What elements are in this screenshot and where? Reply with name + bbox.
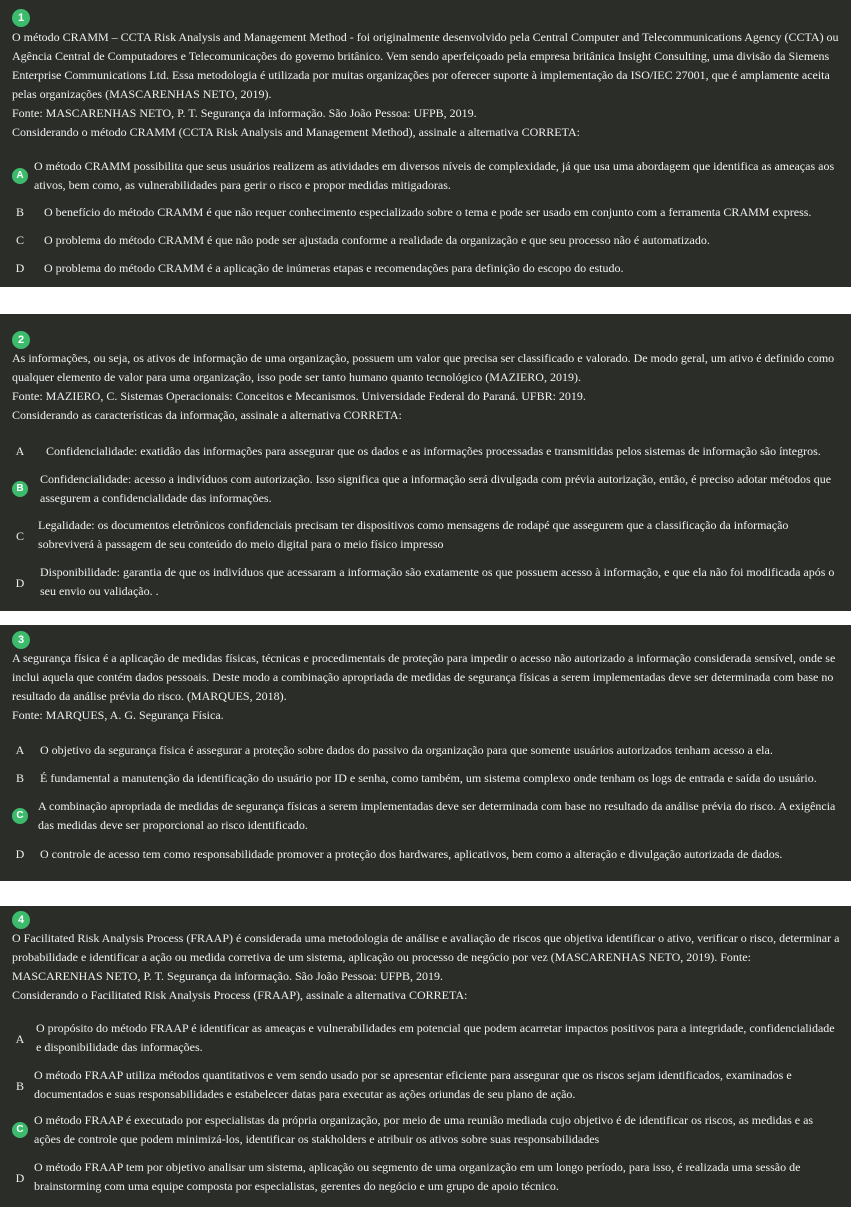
option-letter-correct: A <box>12 168 28 184</box>
stem-prompt: Considerando as características da informação, assinale a alternativa CORRETA: <box>12 408 402 422</box>
stem-paragraph: As informações, ou seja, os ativos de informação de uma organização, possuem um valor que precisa ser classificado e valorado. De modo geral, um ativo é definido como qualquer elemento de valor para uma organização, isso pode ser tanto humano quanto tecnológico (MAZIERO, 2019). <box>12 351 835 384</box>
question-number-badge: 4 <box>12 911 30 929</box>
question-number-badge: 1 <box>12 9 30 27</box>
option-letter: D <box>15 576 25 590</box>
option-letter: A <box>15 444 25 458</box>
question-number-badge: 3 <box>12 631 30 649</box>
option-text: O método FRAAP tem por objetivo analisar um sistema, aplicação ou segmento de uma organização em um longo período, para isso, é realizada uma sessão de brainstorming com uma equipe composta por especialistas, gerentes do negócio e um grupo de apoio técnico. <box>34 1160 801 1193</box>
stem-source: Fonte: MARQUES, A. G. Segurança Física. <box>12 708 224 722</box>
stem-prompt: Considerando o método CRAMM (CCTA Risk Analysis and Management Method), assinale a alternativa CORRETA: <box>12 125 581 139</box>
question-stem <box>12 929 842 1005</box>
stem-paragraph: A segurança física é a aplicação de medidas físicas, técnicas e procedimentais de proteção para impedir o acesso não autorizado a informação considerada sensível, onde se inclui aquela que contém dados pessoais. Deste modo a combinação apropriada de medidas de segurança físicas a serem implementadas deve ser determinada com base no resultado da análise prévia do risco. (MARQUES, 2018). <box>12 651 836 703</box>
question-stem <box>12 28 842 142</box>
question-stem <box>12 349 842 425</box>
option-text: É fundamental a manutenção da identificação do usuário por ID e senha, como também, um sistema complexo onde tenham os logs de entrada e saída do usuário. <box>40 771 817 785</box>
option-text: Confidencialidade: acesso a indivíduos com autorização. Isso significa que a informação será divulgada com prévia autorização, então, é preciso adotar métodos que assegurem a confidencialidade das informações. <box>40 472 832 505</box>
option-text: O benefício do método CRAMM é que não requer conhecimento especializado sobre o tema e pode ser usado em conjunto com a ferramenta CRAMM express. <box>44 205 812 219</box>
option-text: O método FRAAP utiliza métodos quantitativos e vem sendo usado por se apresentar eficiente para assegurar que os riscos sejam identificados, examinados e documentados e suas responsabilidades e estabelecer datas para executar as ações oriundas de seu plano de ação. <box>34 1068 792 1101</box>
option-text: O controle de acesso tem como responsabilidade promover a proteção dos hardwares, aplicativos, bem como a alteração e divulgação autorizada de dados. <box>40 847 783 861</box>
option-text: O método FRAAP é executado por especialistas da própria organização, por meio de uma reunião mediada cujo objetivo é de identificar os riscos, as medidas e as ações de controle que podem minimizá-los, identificar os stakholders e atribuir os ativos sobre suas responsabilidades <box>34 1113 814 1146</box>
option-text: Confidencialidade: exatidão das informações para assegurar que os dados e as informações processadas e transmitidas pelos sistemas de informação são íntegros. <box>46 444 821 458</box>
option-letter: D <box>15 847 25 861</box>
option-text: O propósito do método FRAAP é identificar as ameaças e vulnerabilidades em potencial que podem acarretar impactos positivos para a integridade, confidencialidade e disponibilidade das informações. <box>36 1021 835 1054</box>
option-letter-correct: C <box>12 1122 28 1138</box>
option-text: Legalidade: os documentos eletrônicos confidenciais precisam ter dispositivos como mensagens de rodapé que assegurem que a classificação da informação sobreviverá à passagem de seu conteúdo do meio digital para o meio físico impresso <box>38 518 789 551</box>
option-text: O problema do método CRAMM é a aplicação de inúmeras etapas e recomendações para definição do escopo do estudo. <box>44 261 624 275</box>
option-letter: D <box>15 261 25 275</box>
option-text: O método CRAMM possibilita que seus usuários realizem as atividades em diversos níveis de complexidade, já que usa uma abordagem que identifica as ameaças aos ativos, bem como, as vulnerabilidades para gerir o risco e propor medidas mitigadoras. <box>34 159 835 192</box>
option-text: O objetivo da segurança física é assegurar a proteção sobre dados do passivo da organização para que somente usuários autorizados tenham acesso a ela. <box>40 743 773 757</box>
stem-source: Fonte: MASCARENHAS NETO, P. T. Segurança da informação. São João Pessoa: UFPB, 2019. <box>12 106 477 120</box>
question-number-badge: 2 <box>12 331 30 349</box>
question-stem <box>12 649 842 725</box>
stem-paragraph: O método CRAMM – CCTA Risk Analysis and Management Method - foi originalmente desenvolvido pela Central Computer and Telecommunications Agency (CCTA) ou Agência Central de Computadores e Telecomunicações do governo britânico. Vem sendo aperfeiçoado pela empresa britânica Insight Consulting, uma divisão da Siemens Enterprise Communications Ltd. Essa metodologia é utilizada por muitas organizações por oferecer suporte à implementação da ISO/IEC 27001, que é amplamente aceita pelas organizações (MASCARENHAS NETO, 2019). <box>12 30 839 101</box>
stem-paragraph: O Facilitated Risk Analysis Process (FRAAP) é considerada uma metodologia de análise e avaliação de riscos que objetiva identificar o ativo, verificar o risco, determinar a probabilidade e identificar a ação ou medida corretiva de um sistema, aplicação ou processo de negócio por vez (MASCARENHAS NETO, 2019). Fonte: MASCARENHAS NETO, P. T. Segurança da informação. São João Pessoa: UFPB, 2019. <box>12 931 840 983</box>
question-card-3 <box>0 625 851 881</box>
question-card-2 <box>0 314 851 611</box>
option-letter: C <box>15 529 24 543</box>
option-text: A combinação apropriada de medidas de segurança físicas a serem implementadas deve ser determinada com base no resultado da análise prévia do risco. A exigência das medidas deve ser proporcional ao risco identificado. <box>38 799 836 832</box>
question-card-1 <box>0 0 851 287</box>
stem-prompt: Considerando o Facilitated Risk Analysis Process (FRAAP), assinale a alternativa CORRETA: <box>12 988 468 1002</box>
option-letter: A <box>15 1032 25 1046</box>
option-letter: B <box>15 205 24 219</box>
option-letter: A <box>15 743 25 757</box>
option-letter: B <box>15 771 24 785</box>
option-text: Disponibilidade: garantia de que os indivíduos que acessaram a informação são exatamente os que possuem acesso à informação, e que ela não foi modificada após o seu envio ou validação. . <box>40 565 835 598</box>
option-letter: D <box>15 1171 25 1185</box>
option-letter-correct: B <box>12 481 28 497</box>
option-letter: C <box>15 233 24 247</box>
question-card-4 <box>0 906 851 1207</box>
stem-source: Fonte: MAZIERO, C. Sistemas Operacionais: Conceitos e Mecanismos. Universidade Federal do Paraná. UFBR: 2019. <box>12 389 586 403</box>
option-text: O problema do método CRAMM é que não pode ser ajustada conforme a realidade da organização e que seu processo não é automatizado. <box>44 233 710 247</box>
option-letter-correct: C <box>12 808 28 824</box>
option-letter: B <box>15 1079 24 1093</box>
